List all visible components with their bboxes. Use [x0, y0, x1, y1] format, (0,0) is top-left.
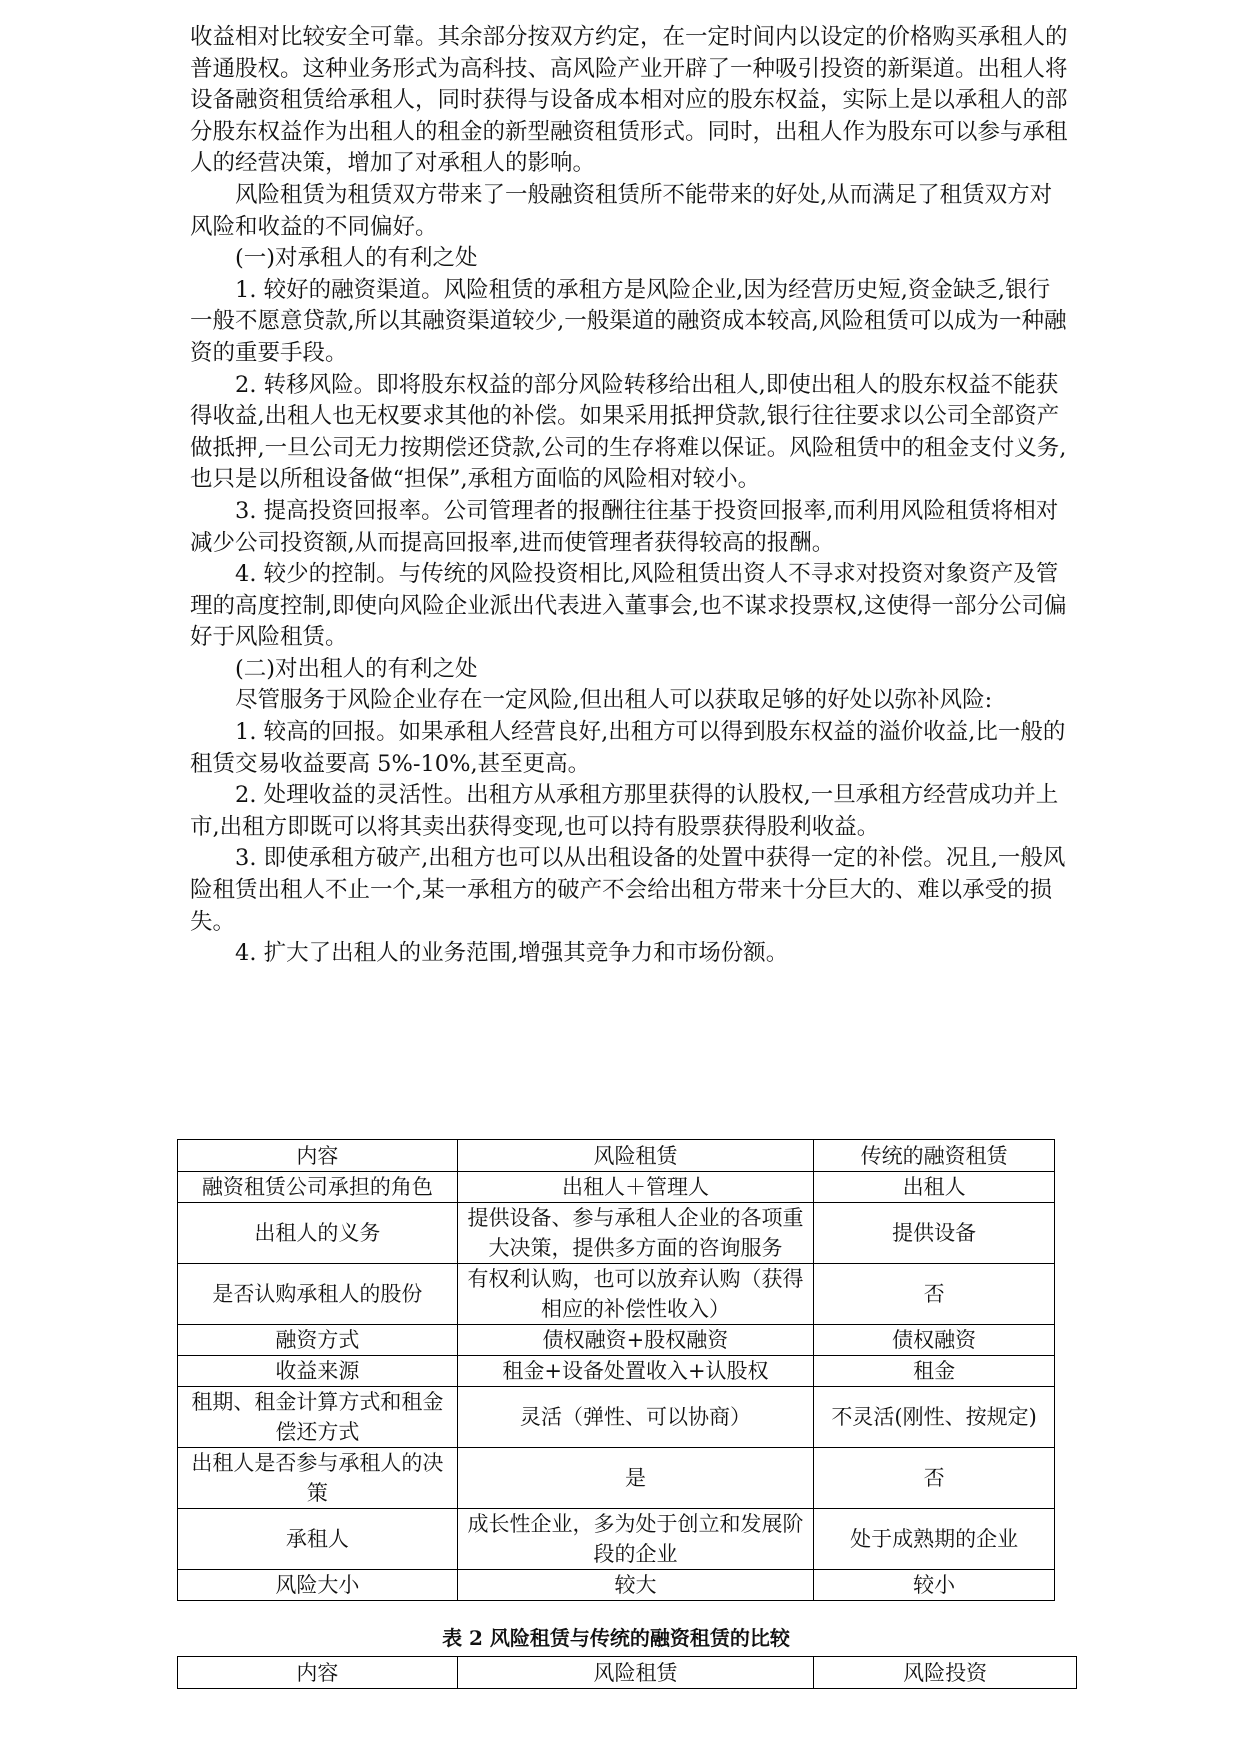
table-cell: 是否认购承租人的股份: [178, 1264, 458, 1325]
table-row: [178, 1570, 1055, 1601]
table-header-cell: 风险租赁: [457, 1657, 814, 1689]
table-cell: 风险大小: [178, 1570, 458, 1601]
comparison-table: [177, 1139, 1055, 1601]
table-cell: 较小: [814, 1570, 1055, 1601]
table-header-cell: 内容: [178, 1140, 458, 1172]
table-row: [178, 1264, 1055, 1325]
paragraph: 3. 提高投资回报率。公司管理者的报酬往往基于投资回报率,而利用风险租赁将相对减少公司投资额,从而提高回报率,进而使管理者获得较高的报酬。: [190, 497, 1059, 556]
section-heading: (二)对出租人的有利之处: [235, 655, 478, 682]
table-caption: 表 2 风险租赁与传统的融资租赁的比较: [442, 1626, 790, 1650]
paragraph: 2. 处理收益的灵活性。出租方从承租方那里获得的认股权,一旦承租方经营成功并上市,出租方即既可以将其卖出获得变现,也可以持有股票获得股利收益。: [190, 782, 1059, 840]
table-cell: 收益来源: [178, 1356, 458, 1387]
table-header-row: [178, 1140, 1055, 1172]
table-row: [178, 1509, 1055, 1570]
table-row: [178, 1448, 1055, 1509]
table-header-cell: 风险租赁: [457, 1140, 814, 1172]
table-row: [178, 1203, 1055, 1264]
paragraph: 1. 较好的融资渠道。风险租赁的承租方是风险企业,因为经营历史短,资金缺乏,银行一般不愿意贷款,所以其融资渠道较少,一般渠道的融资成本较高,风险租赁可以成为一种融资的重要手段。: [190, 276, 1067, 366]
table-header-row: [178, 1657, 1077, 1689]
paragraph: 收益相对比较安全可靠。其余部分按双方约定，在一定时间内以设定的价格购买承租人的普通股权。这种业务形式为高科技、高风险产业开辟了一种吸引投资的新渠道。出租人将设备融资租赁给承租人，同时获得与设备成本相对应的股东权益，实际上是以承租人的部分股东权益作为出租人的租金的新型融资租赁形式。同时，出租人作为股东可以参与承租人的经营决策，增加了对承租人的影响。: [190, 24, 1068, 177]
section-heading: (一)对承租人的有利之处: [235, 245, 478, 272]
table-cell: 融资租赁公司承担的角色: [178, 1172, 458, 1203]
table-cell: 出租人: [814, 1172, 1055, 1203]
table-cell: 出租人的义务: [178, 1203, 458, 1264]
table-cell: 处于成熟期的企业: [814, 1509, 1055, 1570]
table-cell: 是: [457, 1448, 814, 1509]
table-cell: 租金: [814, 1356, 1055, 1387]
table-cell: 灵活（弹性、可以协商）: [457, 1387, 814, 1448]
table-row: [178, 1325, 1055, 1356]
table-cell: 较大: [457, 1570, 814, 1601]
table-row: [178, 1387, 1055, 1448]
table-cell: 融资方式: [178, 1325, 458, 1356]
table-cell: 不灵活(刚性、按规定): [814, 1387, 1055, 1448]
table-header-cell: 内容: [178, 1657, 458, 1689]
body-text: [190, 22, 1070, 970]
paragraph: 4. 较少的控制。与传统的风险投资相比,风险租赁出资人不寻求对投资对象资产及管理的高度控制,即使向风险企业派出代表进入董事会,也不谋求投票权,这使得一部分公司偏好于风险租赁。: [190, 561, 1067, 651]
table-cell: 有权利认购，也可以放弃认购（获得相应的补偿性收入）: [457, 1264, 814, 1325]
table-row: [178, 1172, 1055, 1203]
table-cell: 否: [814, 1448, 1055, 1509]
paragraph: 4. 扩大了出租人的业务范围,增强其竞争力和市场份额。: [235, 940, 789, 967]
table-cell: 债权融资+股权融资: [457, 1325, 814, 1356]
table-cell: 债权融资: [814, 1325, 1055, 1356]
table-header-cell: 风险投资: [814, 1657, 1077, 1689]
paragraph: 风险租赁为租赁双方带来了一般融资租赁所不能带来的好处,从而满足了租赁双方对风险和收益的不同偏好。: [190, 181, 1053, 240]
table-cell: 出租人＋管理人: [457, 1172, 814, 1203]
table-row: [178, 1356, 1055, 1387]
paragraph: 1. 较高的回报。如果承租人经营良好,出租方可以得到股东权益的溢价收益,比一般的租赁交易收益要高 5%-10%,甚至更高。: [190, 719, 1066, 777]
table-cell: 承租人: [178, 1509, 458, 1570]
table-cell: 租期、租金计算方式和租金偿还方式: [178, 1387, 458, 1448]
table-cell: 租金+设备处置收入+认股权: [457, 1356, 814, 1387]
table-cell: 提供设备: [814, 1203, 1055, 1264]
table-header-cell: 传统的融资租赁: [814, 1140, 1055, 1172]
table-cell: 出租人是否参与承租人的决策: [178, 1448, 458, 1509]
paragraph: 2. 转移风险。即将股东权益的部分风险转移给出租人,即使出租人的股东权益不能获得收益,出租人也无权要求其他的补偿。如果采用抵押贷款,银行往往要求以公司全部资产做抵押,一旦公司无力按期偿还贷款,公司的生存将难以保证。风险租赁中的租金支付义务,也只是以所租设备做“担保”,承租方面临的风险相对较小。: [190, 371, 1067, 493]
paragraph: 3. 即使承租方破产,出租方也可以从出租设备的处置中获得一定的补偿。况且,一般风险租赁出租人不止一个,某一承租方的破产不会给出租方带来十分巨大的、难以承受的损失。: [190, 845, 1066, 935]
table-cell: 否: [814, 1264, 1055, 1325]
paragraph: 尽管服务于风险企业存在一定风险,但出租人可以获取足够的好处以弥补风险:: [235, 687, 993, 714]
comparison-table-2: [177, 1656, 1077, 1689]
table-cell: 提供设备、参与承租人企业的各项重大决策，提供多方面的咨询服务: [457, 1203, 814, 1264]
table-cell: 成长性企业，多为处于创立和发展阶段的企业: [457, 1509, 814, 1570]
